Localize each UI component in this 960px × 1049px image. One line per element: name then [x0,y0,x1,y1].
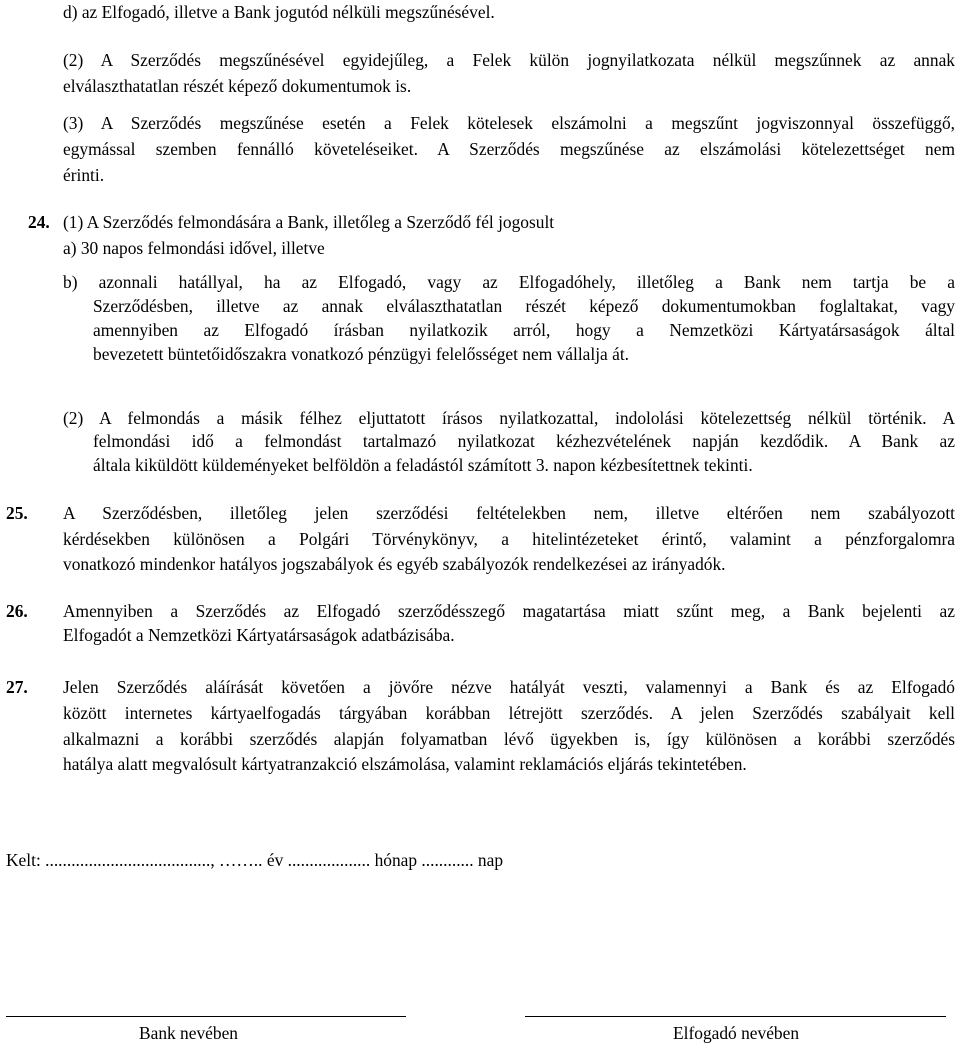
section-27-line-3: alkalmazni a korábbi szerződés alapján folyamatban lévő ügyekben is, így különösen a korábbi szerződés [63,729,955,749]
section-24-para-2-line-2: felmondási idő a felmondást tartalmazó nyilatkozat kézhezvételének napján kezdődik. A Bank az [93,431,955,451]
bank-signature-label: Bank nevében [139,1023,238,1043]
para-d: d) az Elfogadó, illetve a Bank jogutód nélküli megszűnésével. [63,2,495,22]
section-26-line-1: Amennyiben a Szerződés az Elfogadó szerződésszegő magatartása miatt szűnt meg, a Bank bejelenti az [63,601,955,621]
section-25-number: 25. [6,503,28,523]
bank-signature-line [6,1016,406,1017]
para-3-line-2: egymással szemben fennálló követeléseiket. A Szerződés megszűnése az elszámolási kötelezettséget nem [63,139,955,159]
acceptor-signature-line [525,1016,946,1017]
section-25-line-3: vonatkozó mindenkor hatályos jogszabályok és egyéb szabályozók rendelkezései az irányadók. [63,554,726,574]
section-26-number: 26. [6,601,28,621]
para-3-line-1: (3) A Szerződés megszűnése esetén a Felek kötelesek elszámolni a megszűnt jogviszonnyal összefüggő, [63,113,955,133]
para-2-line-1: (2) A Szerződés megszűnésével egyidejűleg, a Felek külön jognyilatkozata nélkül megszűnnek az annak [63,50,955,70]
section-27-line-4: hatálya alatt megvalósult kártyatranzakció elszámolása, valamint reklamációs eljárás tekintetében. [63,754,747,774]
section-24-item-b-line-2: Szerződésben, illetve az annak elválaszthatatlan részét képező dokumentumokban foglaltakat, vagy [93,296,955,316]
section-24-item-b-line-3: amennyiben az Elfogadó írásban nyilatkozik arról, hogy a Nemzetközi Kártyatársaságok által [93,320,955,340]
section-27-number: 27. [6,677,28,697]
section-26-line-2: Elfogadót a Nemzetközi Kártyatársaságok adatbázisába. [63,625,455,645]
section-24-item-b-line-1: b) azonnali hatállyal, ha az Elfogadó, vagy az Elfogadóhely, illetőleg a Bank nem tartja be a [63,272,955,292]
para-2-line-2: elválaszthatatlan részét képező dokumentumok is. [63,76,412,96]
section-25-line-2: kérdésekben különösen a Polgári Törvénykönyv, a hitelintézeteket érintő, valamint a pénzforgalomra [63,529,955,549]
section-24-para-2-line-3: általa kiküldött küldeményeket belföldön a feladástól számított 3. napon kézbesítettnek tekinti. [93,455,753,475]
date-place-line: Kelt: ......................................, …….. év ................... hónap ............ nap [6,850,504,870]
section-27-line-2: között internetes kártyaelfogadás tárgyában korábban létrejött szerződés. A jelen Szerződés szabályait kell [63,703,955,723]
section-24-intro: (1) A Szerződés felmondására a Bank, illetőleg a Szerződő fél jogosult [63,212,555,232]
section-24-number: 24. [28,212,50,232]
section-24-item-b-line-4: bevezetett büntetőidőszakra vonatkozó pénzügyi felelősséget nem vállalja át. [93,344,630,364]
section-24-para-2-line-1: (2) A felmondás a másik félhez eljuttatott írásos nyilatkozattal, indololási kötelezettség nélkül történik. A [63,408,955,428]
acceptor-signature-label: Elfogadó nevében [673,1023,800,1043]
section-24-item-a: a) 30 napos felmondási idővel, illetve [63,238,325,258]
para-3-line-3: érinti. [63,165,105,185]
section-25-line-1: A Szerződésben, illetőleg jelen szerződési feltételekben nem, illetve eltérően nem szabályozott [63,503,955,523]
section-27-line-1: Jelen Szerződés aláírását követően a jövőre nézve hatályát veszti, valamennyi a Bank és az Elfogadó [63,677,955,697]
